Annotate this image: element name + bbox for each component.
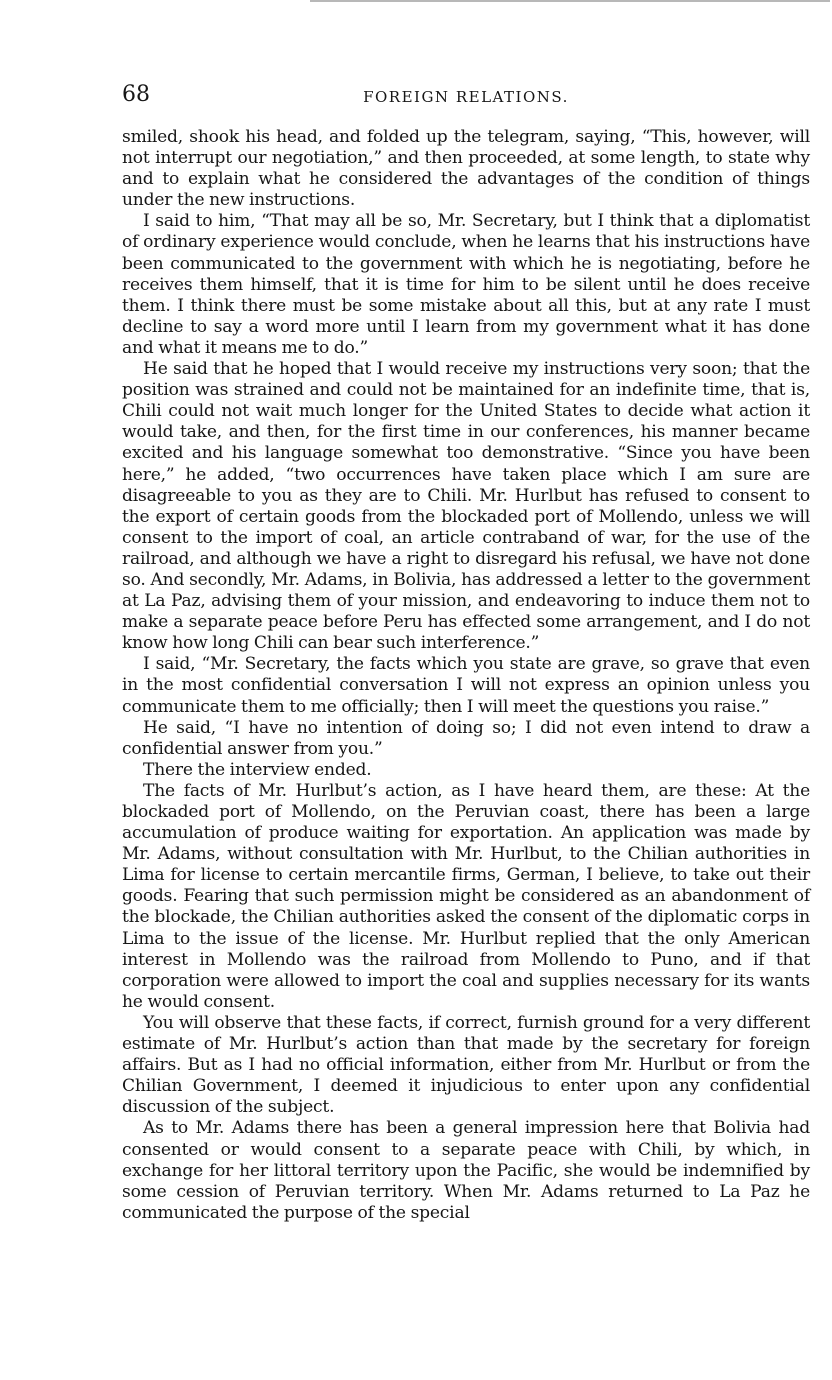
page-header <box>122 82 810 112</box>
paragraph-continued: smiled, shook his head, and folded up the telegram, saying, “This, however, will not interrupt our negotiation,” and then proceeded, at some length, to state why and to explain what he considered the advantages of the condition of things under the new instructions. <box>122 127 810 211</box>
paragraph: There the interview ended. <box>143 759 372 780</box>
body-text <box>122 127 810 1224</box>
page-number: 68 <box>122 82 150 107</box>
paragraph: I said, “Mr. Secretary, the facts which you state are grave, so grave that even in the most confidential conversation I will not express an opinion unless you communicate them to me officially; then I will meet the questions you raise.” <box>122 654 810 717</box>
top-edge-rule <box>310 0 830 2</box>
paragraph: You will observe that these facts, if correct, furnish ground for a very different estimate of Mr. Hurlbut’s action than that made by the secretary for foreign affairs. But as I had no official information, either from Mr. Hurlbut or from the Chilian Government, I deemed it injudicious to enter upon any confidential discussion of the subject. <box>122 1012 810 1118</box>
paragraph: He said that he hoped that I would receive my instructions very soon; that the position was strained and could not be maintained for an indefinite time, that is, Chili could not wait much longer for the United States to decide what action it would take, and then, for the first time in our conferences, his manner became excited and his language somewhat too demonstrative. “Since you have been here,” he added, “two occurrences have taken place which I am sure are disagreeable to you as they are to Chili. Mr. Hurlbut has refused to consent to the export of certain goods from the blockaded port of Mollendo, unless we will consent to the import of coal, an article contraband of war, for the use of the railroad, and although we have a right to disregard his refusal, we have not done so. And secondly, Mr. Adams, in Bolivia, has addressed a letter to the government at La Paz, advising them of your mission, and endeavoring to induce them not to make a separate peace before Peru has effected some arrangement, and I do not know how long Chili can bear such interference.” <box>122 359 810 654</box>
paragraph: I said to him, “That may all be so, Mr. Secretary, but I think that a diplomatist of ordinary experience would conclude, when he learns that his instructions have been communicated to the government with which he is negotiating, before he receives them himself, that it is time for him to be silent until he does receive them. I think there must be some mistake about all this, but at any rate I must decline to say a word more until I learn from my government what it has done and what it means me to do.” <box>122 211 810 358</box>
paragraph: He said, “I have no intention of doing so; I did not even intend to draw a confidential answer from you.” <box>122 717 810 759</box>
running-head: FOREIGN RELATIONS. <box>363 88 569 106</box>
paragraph: The facts of Mr. Hurlbut’s action, as I have heard them, are these: At the blockaded port of Mollendo, on the Peruvian coast, there has been a large accumulation of produce waiting for exportation. An application was made by Mr. Adams, without consultation with Mr. Hurlbut, to the Chilian authorities in Lima for license to certain mercantile firms, German, I believe, to take out their goods. Fearing that such permission might be considered as an abandonment of the blockade, the Chilian authorities asked the consent of the diplomatic corps in Lima to the issue of the license. Mr. Hurlbut replied that the only American interest in Mollendo was the railroad from Mollendo to Puno, and if that corporation were allowed to import the coal and supplies necessary for its wants he would consent. <box>122 780 810 1012</box>
paragraph: As to Mr. Adams there has been a general impression here that Bolivia had consented or would consent to a separate peace with Chili, by which, in exchange for her littoral territory upon the Pacific, she would be indemnified by some cession of Peruvian territory. When Mr. Adams returned to La Paz he communicated the purpose of the special <box>122 1118 810 1223</box>
